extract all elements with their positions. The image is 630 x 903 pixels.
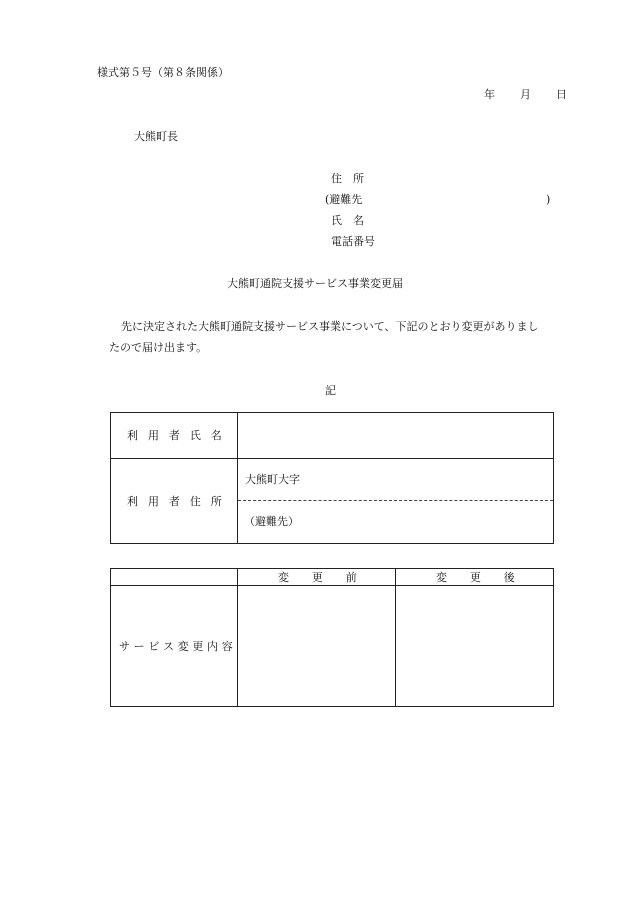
corner-cell: [111, 569, 238, 586]
address-prefix: 大熊町大字: [245, 473, 300, 486]
body-line-1: 先に決定された大熊町通院支援サービス事業について、下記のとおり変更がありまし: [121, 320, 539, 333]
evacuation-open: (避難先: [325, 193, 363, 206]
user-name-label: 利 用 者 氏 名: [111, 413, 238, 459]
address-label: 住 所: [331, 172, 364, 185]
address-primary-line[interactable]: [238, 459, 553, 501]
before-content-field[interactable]: [238, 586, 396, 707]
address-evacuation-line[interactable]: [238, 501, 553, 543]
after-header: 変 更 後: [396, 569, 554, 586]
service-change-content-label: サ ー ビ ス 変 更 内 容: [111, 586, 238, 707]
document-title: 大熊町通院支援サービス事業変更届: [227, 277, 403, 290]
date-month: 月: [520, 88, 531, 101]
user-address-field[interactable]: [238, 459, 554, 544]
service-change-table: [110, 568, 554, 707]
body-line-2: たので届け出ます。: [109, 341, 208, 354]
user-info-table: [110, 412, 554, 544]
user-name-field[interactable]: [238, 413, 554, 459]
date-day: 日: [556, 88, 567, 101]
form-number: 様式第５号（第８条関係）: [97, 66, 229, 79]
addressee: 大熊町長: [134, 130, 178, 143]
date-year: 年: [484, 88, 495, 101]
evacuation-close: ): [546, 193, 551, 206]
before-header: 変 更 前: [238, 569, 396, 586]
phone-label: 電話番号: [331, 235, 375, 248]
after-content-field[interactable]: [396, 586, 554, 707]
evacuation-label: （避難先）: [244, 515, 299, 528]
user-address-label: 利 用 者 住 所: [111, 459, 238, 544]
ki-heading: 記: [325, 384, 336, 397]
name-label: 氏 名: [331, 214, 364, 227]
